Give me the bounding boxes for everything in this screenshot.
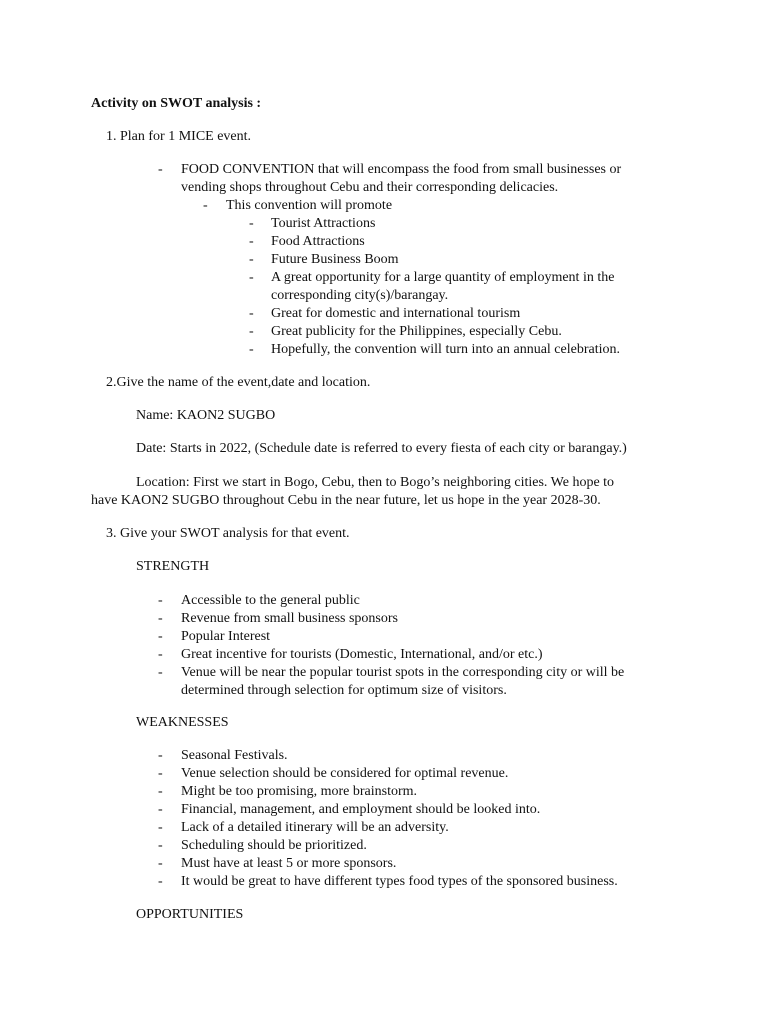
opportunities-heading: OPPORTUNITIES: [136, 907, 244, 922]
event-location-line-1: Location: First we start in Bogo, Cebu, then to Bogo’s neighboring cities. We hope to: [136, 475, 615, 490]
promote-item: Food Attractions: [271, 234, 365, 249]
strength-item: Venue will be near the popular tourist spots in the corresponding city or will be: [181, 665, 625, 680]
food-convention-line-2: vending shops throughout Cebu and their corresponding delicacies.: [181, 180, 559, 195]
promote-item: A great opportunity for a large quantity of employment in the: [271, 270, 615, 285]
weakness-item: Financial, management, and employment should be looked into.: [181, 802, 541, 817]
bullet-dash: -: [249, 234, 254, 249]
strength-item: Great incentive for tourists (Domestic, International, and/or etc.): [181, 647, 543, 662]
question-1-heading: 1. Plan for 1 MICE event.: [106, 129, 252, 144]
event-date: Date: Starts in 2022, (Schedule date is referred to every fiesta of each city or barangay.): [136, 441, 627, 456]
event-location-line-2: have KAON2 SUGBO throughout Cebu in the near future, let us hope in the year 2028-30.: [91, 493, 601, 508]
bullet-dash: -: [203, 198, 208, 213]
bullet-dash: -: [249, 216, 254, 231]
weakness-item: It would be great to have different types food types of the sponsored business.: [181, 874, 618, 889]
bullet-dash: -: [158, 748, 163, 763]
question-2-heading: 2.Give the name of the event,date and location.: [106, 375, 371, 390]
weakness-item: Might be too promising, more brainstorm.: [181, 784, 418, 799]
strength-item: Revenue from small business sponsors: [181, 611, 398, 626]
promote-item: Tourist Attractions: [271, 216, 376, 231]
bullet-dash: -: [158, 784, 163, 799]
bullet-dash: -: [158, 629, 163, 644]
bullet-dash: -: [158, 611, 163, 626]
bullet-dash: -: [158, 593, 163, 608]
weakness-item: Seasonal Festivals.: [181, 748, 288, 763]
bullet-dash: -: [249, 252, 254, 267]
bullet-dash: -: [158, 856, 163, 871]
convention-promote-label: This convention will promote: [226, 198, 393, 213]
promote-item: Great publicity for the Philippines, especially Cebu.: [271, 324, 562, 339]
weakness-item: Scheduling should be prioritized.: [181, 838, 367, 853]
bullet-dash: -: [158, 838, 163, 853]
bullet-dash: -: [158, 665, 163, 680]
weakness-item: Venue selection should be considered for optimal revenue.: [181, 766, 509, 781]
weaknesses-heading: WEAKNESSES: [136, 715, 229, 730]
promote-item: Great for domestic and international tourism: [271, 306, 521, 321]
promote-item: Hopefully, the convention will turn into an annual celebration.: [271, 342, 620, 357]
strength-item-continued: determined through selection for optimum size of visitors.: [181, 683, 507, 698]
strength-heading: STRENGTH: [136, 559, 210, 574]
bullet-dash: -: [158, 162, 163, 177]
event-name: Name: KAON2 SUGBO: [136, 408, 276, 423]
bullet-dash: -: [249, 270, 254, 285]
weakness-item: Must have at least 5 or more sponsors.: [181, 856, 397, 871]
promote-item-continued: corresponding city(s)/barangay.: [271, 288, 449, 303]
promote-item: Future Business Boom: [271, 252, 399, 267]
bullet-dash: -: [158, 874, 163, 889]
food-convention-line-1: FOOD CONVENTION that will encompass the food from small businesses or: [181, 162, 622, 177]
strength-item: Popular Interest: [181, 629, 271, 644]
bullet-dash: -: [158, 647, 163, 662]
bullet-dash: -: [158, 766, 163, 781]
weakness-item: Lack of a detailed itinerary will be an adversity.: [181, 820, 449, 835]
bullet-dash: -: [249, 306, 254, 321]
strength-item: Accessible to the general public: [181, 593, 360, 608]
document-title: Activity on SWOT analysis :: [91, 96, 262, 111]
bullet-dash: -: [158, 820, 163, 835]
question-3-heading: 3. Give your SWOT analysis for that event.: [106, 526, 350, 541]
bullet-dash: -: [249, 342, 254, 357]
bullet-dash: -: [249, 324, 254, 339]
bullet-dash: -: [158, 802, 163, 817]
